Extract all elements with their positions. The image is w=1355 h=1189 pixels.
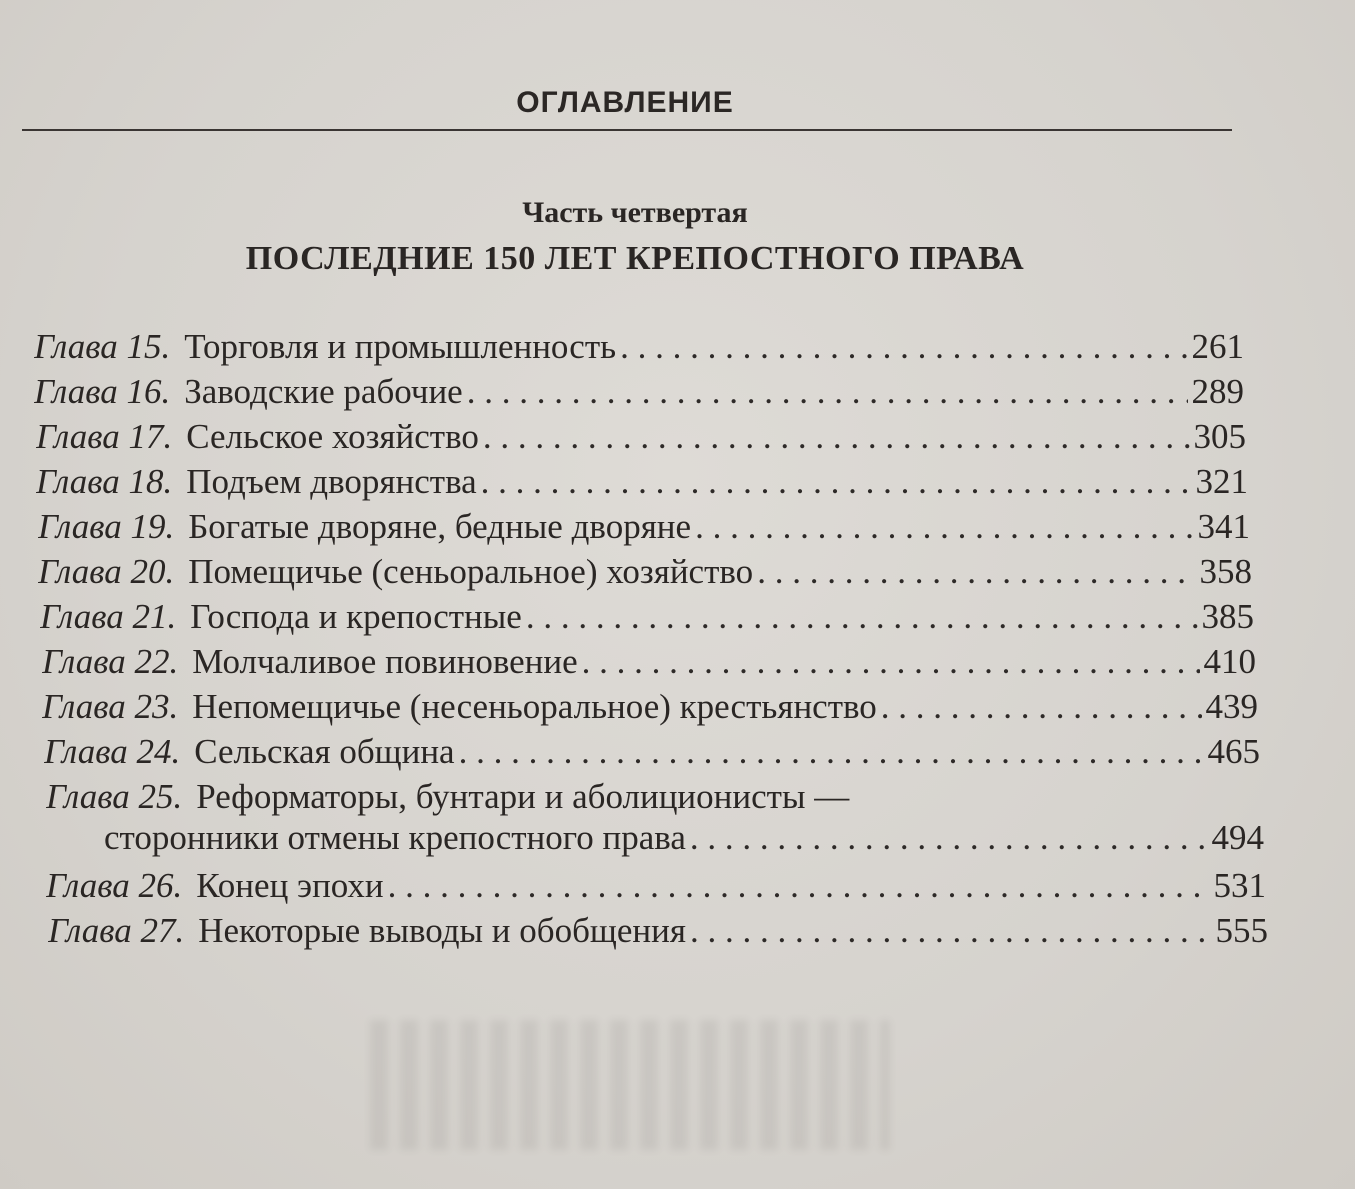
toc-entry[interactable] <box>36 417 1246 457</box>
toc-entry[interactable] <box>40 597 1254 637</box>
page-number: 289 <box>1191 372 1244 411</box>
chapter-title: Некоторые выводы и обобщения <box>198 911 686 950</box>
dot-leader <box>582 642 1200 682</box>
chapter-title-continuation: сторонники отмены крепостного права <box>104 818 686 857</box>
chapter-label: Глава 21. <box>40 597 177 636</box>
chapter-label: Глава 27. <box>48 911 185 950</box>
toc-entry[interactable] <box>42 687 1258 727</box>
page-number: 358 <box>1199 552 1252 591</box>
chapter-title: Господа и крепостные <box>190 597 522 636</box>
chapter-title: Сельское хозяйство <box>186 417 479 456</box>
page-number: 305 <box>1193 417 1246 456</box>
part-title: ПОСЛЕДНИЕ 150 ЛЕТ КРЕПОСТНОГО ПРАВА <box>245 240 1025 277</box>
chapter-title: Заводские рабочие <box>184 372 463 411</box>
chapter-title: Торговля и промышленность <box>184 327 617 366</box>
page-number: 341 <box>1197 507 1250 546</box>
page-number: 531 <box>1213 866 1266 905</box>
show-through-texture <box>370 1020 890 1150</box>
chapter-title: Сельская община <box>194 732 455 771</box>
chapter-title: Непомещичье (несеньоральное) крестьянство <box>192 687 877 726</box>
toc-entry[interactable] <box>34 327 1244 367</box>
page-number: 465 <box>1207 732 1260 771</box>
chapter-label: Глава 17. <box>36 417 173 456</box>
toc-entry[interactable] <box>48 911 1268 951</box>
dot-leader <box>881 687 1202 727</box>
chapter-title: Подъем дворянства <box>186 462 477 501</box>
page-number: 439 <box>1205 687 1258 726</box>
chapter-label: Глава 19. <box>38 507 175 546</box>
dot-leader <box>459 732 1204 772</box>
part-label: Часть четвертая <box>522 196 748 229</box>
toc-entry-continuation[interactable] <box>104 818 1264 858</box>
dot-leader <box>481 462 1192 502</box>
dot-leader <box>467 372 1188 412</box>
dot-leader <box>388 866 1210 906</box>
chapter-label: Глава 26. <box>46 866 183 905</box>
toc-entry[interactable] <box>46 866 1266 906</box>
page-number: 385 <box>1201 597 1254 636</box>
dot-leader <box>620 327 1187 367</box>
chapter-label: Глава 25. <box>46 777 183 816</box>
page-number: 410 <box>1203 642 1256 681</box>
toc-entry[interactable] <box>44 732 1260 772</box>
chapter-title: Богатые дворяне, бедные дворяне <box>188 507 692 546</box>
toc-entry[interactable] <box>34 372 1244 412</box>
page-number: 261 <box>1191 327 1244 366</box>
chapter-title: Реформаторы, бунтари и аболиционисты — <box>196 777 850 816</box>
toc-entry[interactable] <box>46 777 1046 817</box>
chapter-label: Глава 16. <box>34 372 171 411</box>
chapter-label: Глава 24. <box>44 732 181 771</box>
dot-leader <box>690 911 1212 951</box>
page-number: 321 <box>1195 462 1248 501</box>
chapter-title: Помещичье (сеньоральное) хозяйство <box>188 552 754 591</box>
chapter-label: Глава 23. <box>42 687 179 726</box>
toc-entry[interactable] <box>38 507 1250 547</box>
toc-entry[interactable] <box>36 462 1248 502</box>
chapter-label: Глава 15. <box>34 327 171 366</box>
dot-leader <box>695 507 1193 547</box>
chapter-label: Глава 22. <box>42 642 179 681</box>
dot-leader <box>483 417 1190 457</box>
chapter-label: Глава 18. <box>36 462 173 501</box>
chapter-label: Глава 20. <box>38 552 175 591</box>
dot-leader <box>526 597 1198 637</box>
toc-entry[interactable] <box>38 552 1252 592</box>
chapter-title: Молчаливое повиновение <box>192 642 578 681</box>
toc-entry[interactable] <box>42 642 1256 682</box>
dot-leader <box>690 818 1208 858</box>
page-number: 494 <box>1211 818 1264 857</box>
chapter-title: Конец эпохи <box>196 866 384 905</box>
page-number: 555 <box>1215 911 1268 950</box>
dot-leader <box>757 552 1195 592</box>
running-head: ОГЛАВЛЕНИЕ <box>516 86 734 119</box>
